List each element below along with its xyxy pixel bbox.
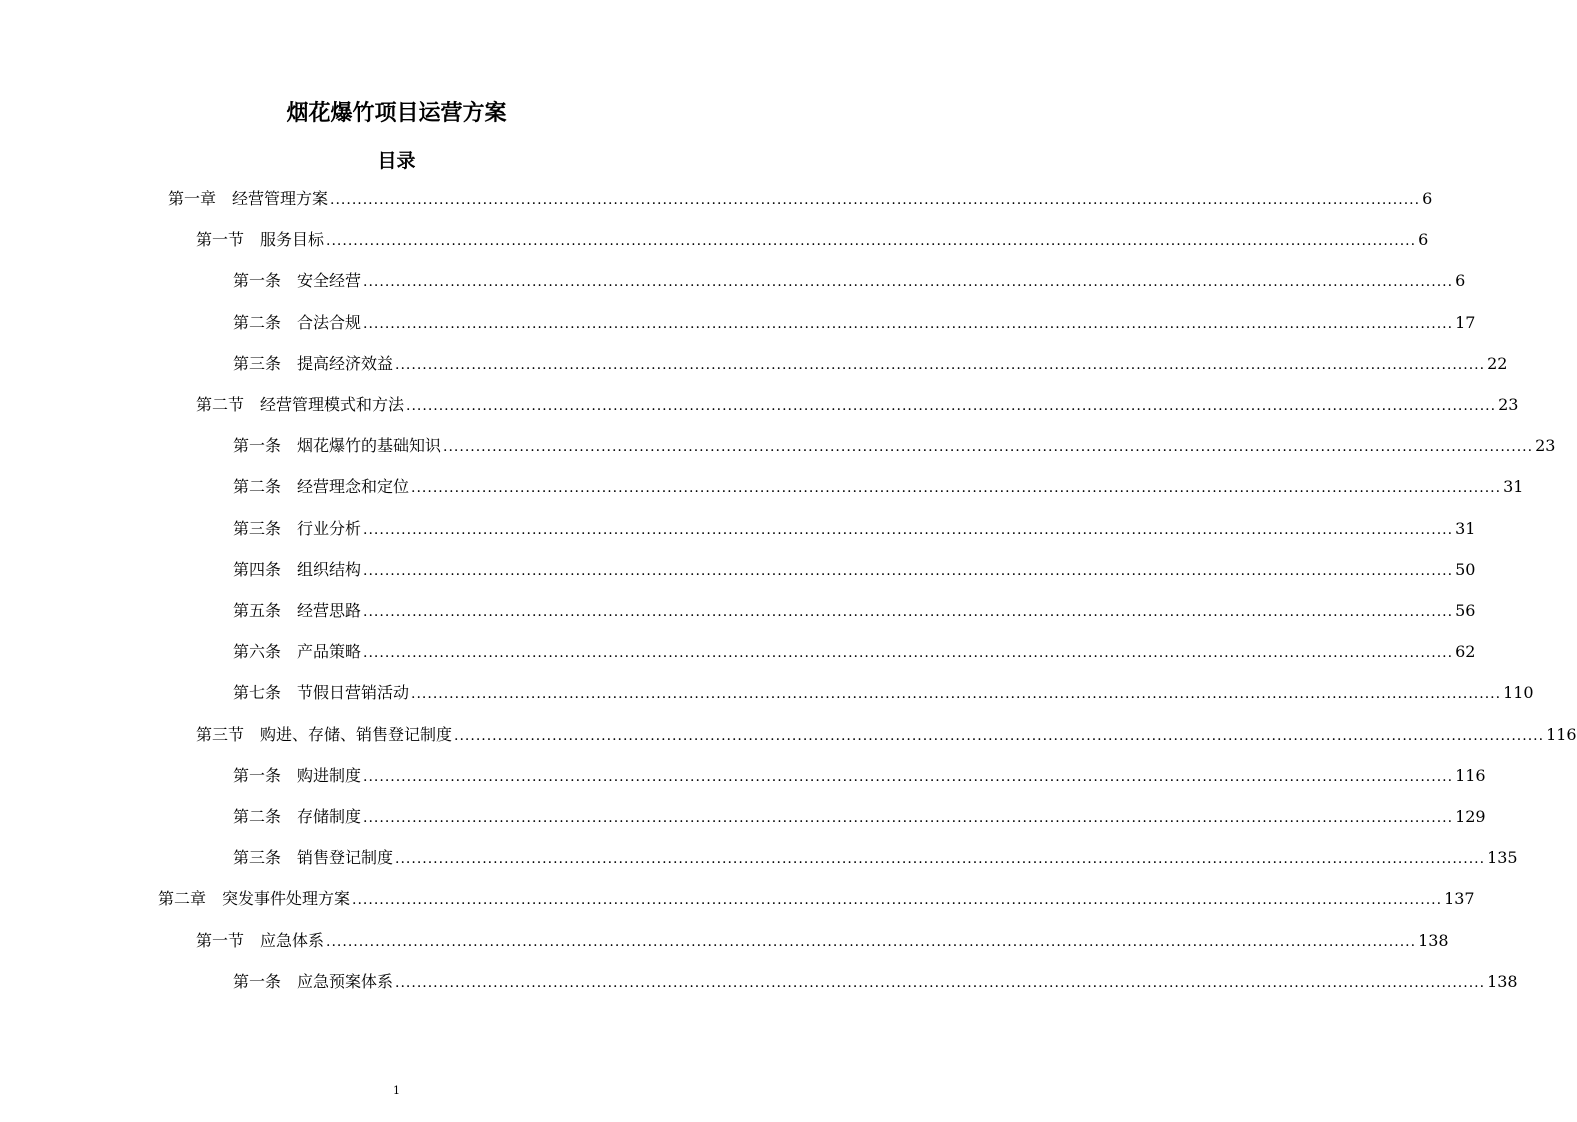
toc-entry-page: 6 (1455, 271, 1466, 291)
toc-dot-leader: ........................................................................................................................................................................................................ (454, 727, 1545, 744)
toc-entry-page: 23 (1535, 436, 1556, 456)
toc-entry-number: 第一条 (233, 971, 282, 991)
toc-heading: 目录 (377, 150, 416, 172)
toc-entry-title: 应急体系 (260, 930, 325, 950)
toc-entry-number: 第一节 (196, 230, 245, 250)
toc-dot-leader: ........................................................................................................................................................................................................ (363, 315, 1454, 332)
toc-entry-title: 经营管理方案 (232, 189, 329, 208)
toc-entry-number: 第二节 (196, 395, 245, 414)
toc-entry-number: 第一条 (233, 765, 282, 785)
toc-entry-number: 第三节 (196, 724, 245, 744)
toc-entry-title: 组织结构 (297, 559, 362, 579)
toc-entry[interactable] (168, 186, 1433, 210)
toc-entry-title: 烟花爆竹的基础知识 (297, 436, 442, 456)
toc-dot-leader: ........................................................................................................................................................................................................ (363, 274, 1454, 291)
toc-dot-leader: ........................................................................................................................................................................................................ (411, 480, 1502, 497)
toc-dot-leader: ........................................................................................................................................................................................................ (330, 192, 1421, 208)
toc-entry-title: 服务目标 (260, 230, 325, 250)
toc-entry-title: 存储制度 (297, 807, 362, 826)
toc-entry[interactable] (196, 392, 1519, 416)
toc-entry-title: 经营思路 (297, 601, 362, 620)
toc-entry-title: 提高经济效益 (297, 353, 394, 373)
toc-entry[interactable] (233, 598, 1476, 622)
toc-entry-title: 突发事件处理方案 (222, 889, 351, 909)
toc-entry[interactable] (233, 310, 1476, 334)
toc-dot-leader: ........................................................................................................................................................................................................ (411, 686, 1502, 703)
toc-entry-page: 6 (1422, 189, 1433, 208)
toc-dot-leader: ........................................................................................................................................................................................................ (352, 892, 1443, 909)
toc-entry-number: 第二条 (233, 807, 282, 826)
toc-entry[interactable] (233, 804, 1486, 828)
toc-entry-page: 31 (1455, 518, 1476, 538)
toc-entry-page: 31 (1503, 477, 1524, 497)
toc-entry-number: 第三条 (233, 848, 282, 868)
toc-entry[interactable] (233, 516, 1476, 540)
toc-entry-number: 第一条 (233, 271, 282, 291)
toc-entry[interactable] (233, 680, 1534, 704)
toc-entry-page: 138 (1487, 971, 1518, 991)
toc-entry[interactable] (233, 433, 1556, 457)
toc-entry-page: 129 (1455, 807, 1486, 826)
toc-dot-leader: ........................................................................................................................................................................................................ (363, 810, 1454, 826)
toc-entry[interactable] (233, 763, 1486, 787)
toc-entry-title: 节假日营销活动 (297, 683, 410, 703)
toc-entry-page: 17 (1455, 312, 1476, 332)
toc-entry-title: 购进、存储、销售登记制度 (260, 724, 453, 744)
toc-entry[interactable] (233, 474, 1524, 498)
toc-entry-page: 116 (1455, 765, 1486, 785)
toc-dot-leader: ........................................................................................................................................................................................................ (395, 974, 1486, 991)
toc-entry[interactable] (233, 557, 1476, 581)
toc-entry[interactable] (233, 845, 1518, 869)
toc-dot-leader: ........................................................................................................................................................................................................ (363, 645, 1454, 662)
toc-entry-page: 23 (1498, 395, 1519, 414)
toc-entry-page: 62 (1455, 642, 1476, 662)
toc-entry-number: 第一章 (168, 189, 217, 208)
toc-entry-number: 第四条 (233, 559, 282, 579)
toc-entry-page: 138 (1418, 930, 1449, 950)
toc-entry-page: 137 (1444, 889, 1475, 909)
toc-entry[interactable] (233, 268, 1466, 292)
toc-entry-number: 第三条 (233, 518, 282, 538)
toc-dot-leader: ........................................................................................................................................................................................................ (326, 933, 1417, 950)
toc-dot-leader: ........................................................................................................................................................................................................ (363, 562, 1454, 579)
toc-entry-page: 110 (1503, 683, 1534, 703)
toc-entry-title: 安全经营 (297, 271, 362, 291)
toc-entry-title: 应急预案体系 (297, 971, 394, 991)
toc-entry-page: 50 (1455, 559, 1476, 579)
toc-dot-leader: ........................................................................................................................................................................................................ (443, 439, 1534, 456)
toc-dot-leader: ........................................................................................................................................................................................................ (395, 851, 1486, 868)
toc-entry-number: 第二条 (233, 312, 282, 332)
toc-entry-page: 22 (1487, 353, 1508, 373)
toc-dot-leader: ........................................................................................................................................................................................................ (395, 356, 1486, 373)
toc-dot-leader: ........................................................................................................................................................................................................ (363, 768, 1454, 785)
toc-entry-number: 第三条 (233, 353, 282, 373)
toc-entry-title: 产品策略 (297, 642, 362, 662)
toc-entry[interactable] (196, 227, 1429, 251)
toc-entry-number: 第二章 (158, 889, 207, 909)
toc-entry-title: 合法合规 (297, 312, 362, 332)
toc-entry-number: 第七条 (233, 683, 282, 703)
toc-entry-number: 第五条 (233, 601, 282, 620)
toc-entry-number: 第一节 (196, 930, 245, 950)
toc-entry-page: 116 (1546, 724, 1577, 744)
toc-entry-title: 经营管理模式和方法 (260, 395, 405, 414)
toc-entry-page: 6 (1418, 230, 1429, 250)
toc-dot-leader: ........................................................................................................................................................................................................ (363, 604, 1454, 620)
toc-entry[interactable] (196, 928, 1449, 952)
toc-entry[interactable] (158, 886, 1475, 910)
document-title: 烟花爆竹项目运营方案 (286, 101, 507, 126)
toc-entry-number: 第一条 (233, 436, 282, 456)
toc-entry-page: 56 (1455, 601, 1476, 620)
toc-entry-title: 行业分析 (297, 518, 362, 538)
toc-entry[interactable] (233, 969, 1518, 993)
toc-dot-leader: ........................................................................................................................................................................................................ (326, 233, 1417, 250)
toc-dot-leader: ........................................................................................................................................................................................................ (406, 398, 1497, 414)
toc-entry[interactable] (196, 722, 1577, 746)
toc-entry-title: 购进制度 (297, 765, 362, 785)
toc-entry[interactable] (233, 351, 1508, 375)
page-number: 1 (393, 1084, 400, 1097)
toc-entry-number: 第二条 (233, 477, 282, 497)
toc-entry-number: 第六条 (233, 642, 282, 662)
toc-entry[interactable] (233, 639, 1476, 663)
toc-dot-leader: ........................................................................................................................................................................................................ (363, 521, 1454, 538)
toc-entry-title: 销售登记制度 (297, 848, 394, 868)
toc-entry-page: 135 (1487, 848, 1518, 868)
toc-entry-title: 经营理念和定位 (297, 477, 410, 497)
